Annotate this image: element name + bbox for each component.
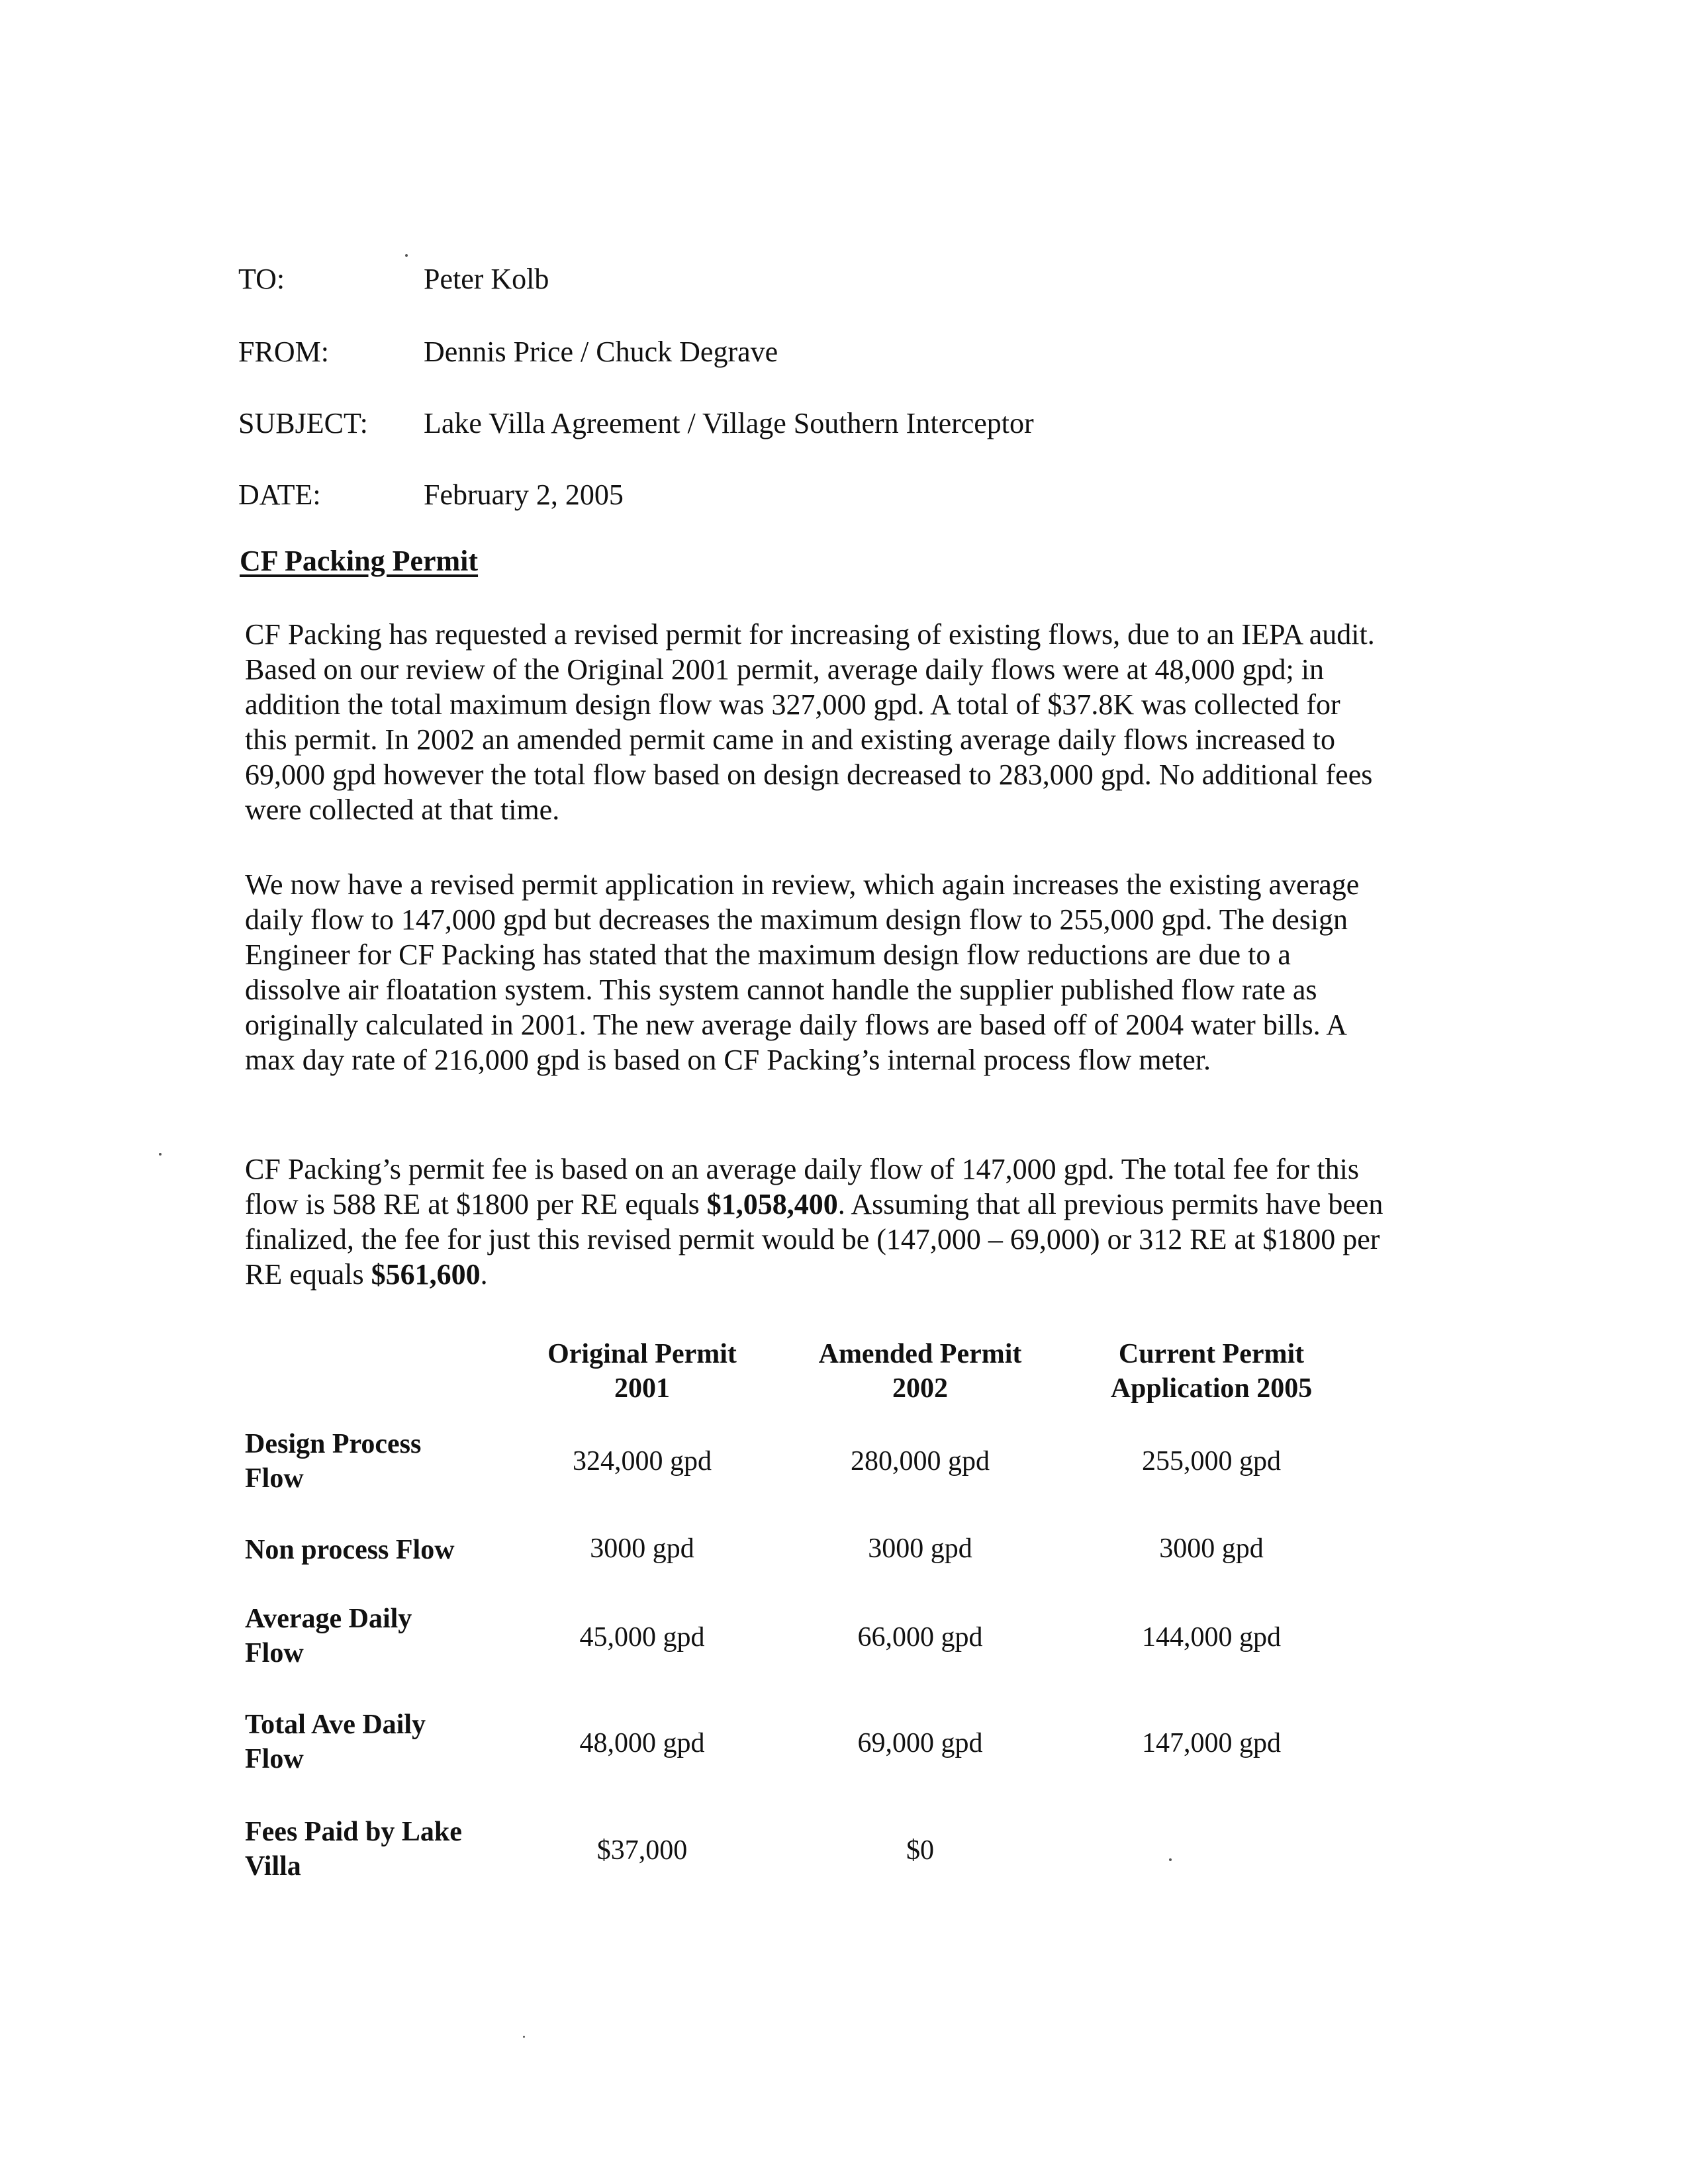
column-header-amended-permit: Amended Permit 2002 — [818, 1339, 1022, 1404]
row-label-fees-paid-by-lake-villa: Fees Paid by Lake Villa — [245, 1817, 462, 1882]
total-fee-amount: $1,058,400 — [706, 1188, 838, 1220]
table-cell: $37,000 — [596, 1835, 688, 1866]
table-cell: 69,000 gpd — [857, 1728, 983, 1758]
revised-fee-amount: $561,600 — [371, 1258, 481, 1291]
to-label: TO: — [238, 263, 285, 295]
scan-speck — [523, 2036, 525, 2038]
column-header-original-permit: Original Permit 2001 — [547, 1339, 737, 1404]
table-cell: 144,000 gpd — [1142, 1622, 1281, 1653]
paragraph-3-text-c: . Assuming that all previous permits have been finalized, the fee for just this revised permit would be (147,000 – 69,000) or 312 RE at $1800 per RE equals — [245, 1188, 1383, 1291]
paragraph-2: We now have a revised permit application in review, which again increases the existing average daily flow to 147,000 gpd but decreases the maximum design flow to 255,000 gpd. The design Engineer for CF Packing has stated that the maximum design flow reductions are due to a dissolve air floatation system. This system cannot handle the supplier published flow rate as originally calculated in 2001. The new average daily flows are based off of 2004 water bills. A max day rate of 216,000 gpd is based on CF Packing’s internal process flow meter. — [245, 868, 1360, 1076]
to-value: Peter Kolb — [424, 263, 549, 295]
row-label-average-daily-flow: Average Daily Flow — [245, 1604, 412, 1668]
scan-speck — [405, 254, 408, 257]
date-label: DATE: — [238, 478, 321, 511]
row-label-non-process-flow: Non process Flow — [245, 1535, 455, 1565]
subject-value: Lake Villa Agreement / Village Southern Interceptor — [424, 407, 1034, 439]
paragraph-3-text-e: . — [480, 1258, 488, 1291]
scan-speck — [159, 1153, 162, 1156]
table-cell: 280,000 gpd — [851, 1446, 990, 1477]
table-cell: 147,000 gpd — [1142, 1728, 1281, 1758]
table-cell: 3000 gpd — [590, 1533, 694, 1564]
table-cell: 324,000 gpd — [573, 1446, 712, 1477]
table-cell: 3000 gpd — [868, 1533, 972, 1564]
table-cell: 255,000 gpd — [1142, 1446, 1281, 1477]
paragraph-1: CF Packing has requested a revised permit for increasing of existing flows, due to an IEPA audit. Based on our review of the Original 2001 permit, average daily flows were at 48,000 gpd; in addition the total maximum design flow was 327,000 gpd. A total of $37.8K was collected for this permit. In 2002 an amended permit came in and existing average daily flows increased to 69,000 gpd however the total flow based on design decreased to 283,000 gpd. No additional fees were collected at that time. — [245, 618, 1375, 826]
paragraph-3 — [245, 1152, 1383, 1292]
subject-label: SUBJECT: — [238, 407, 368, 439]
table-cell: 66,000 gpd — [857, 1622, 983, 1653]
paragraph-3-text-a: CF Packing’s permit fee is based on an average daily flow of 147,000 gpd. The total fee for this flow is 588 RE at $1800 per RE equals — [245, 1153, 1359, 1220]
table-cell: $0 — [906, 1835, 934, 1866]
table-cell: 45,000 gpd — [579, 1622, 705, 1653]
date-value: February 2, 2005 — [424, 478, 624, 511]
row-label-design-process-flow: Design Process Flow — [245, 1429, 422, 1494]
scan-speck — [1169, 1858, 1172, 1861]
row-label-total-ave-daily-flow: Total Ave Daily Flow — [245, 1709, 426, 1774]
from-value: Dennis Price / Chuck Degrave — [424, 336, 778, 368]
from-label: FROM: — [238, 336, 329, 368]
section-heading: CF Packing Permit — [240, 545, 479, 577]
table-cell: 3000 gpd — [1159, 1533, 1264, 1564]
table-cell: 48,000 gpd — [579, 1728, 705, 1758]
column-header-current-permit: Current Permit Application 2005 — [1110, 1339, 1313, 1404]
